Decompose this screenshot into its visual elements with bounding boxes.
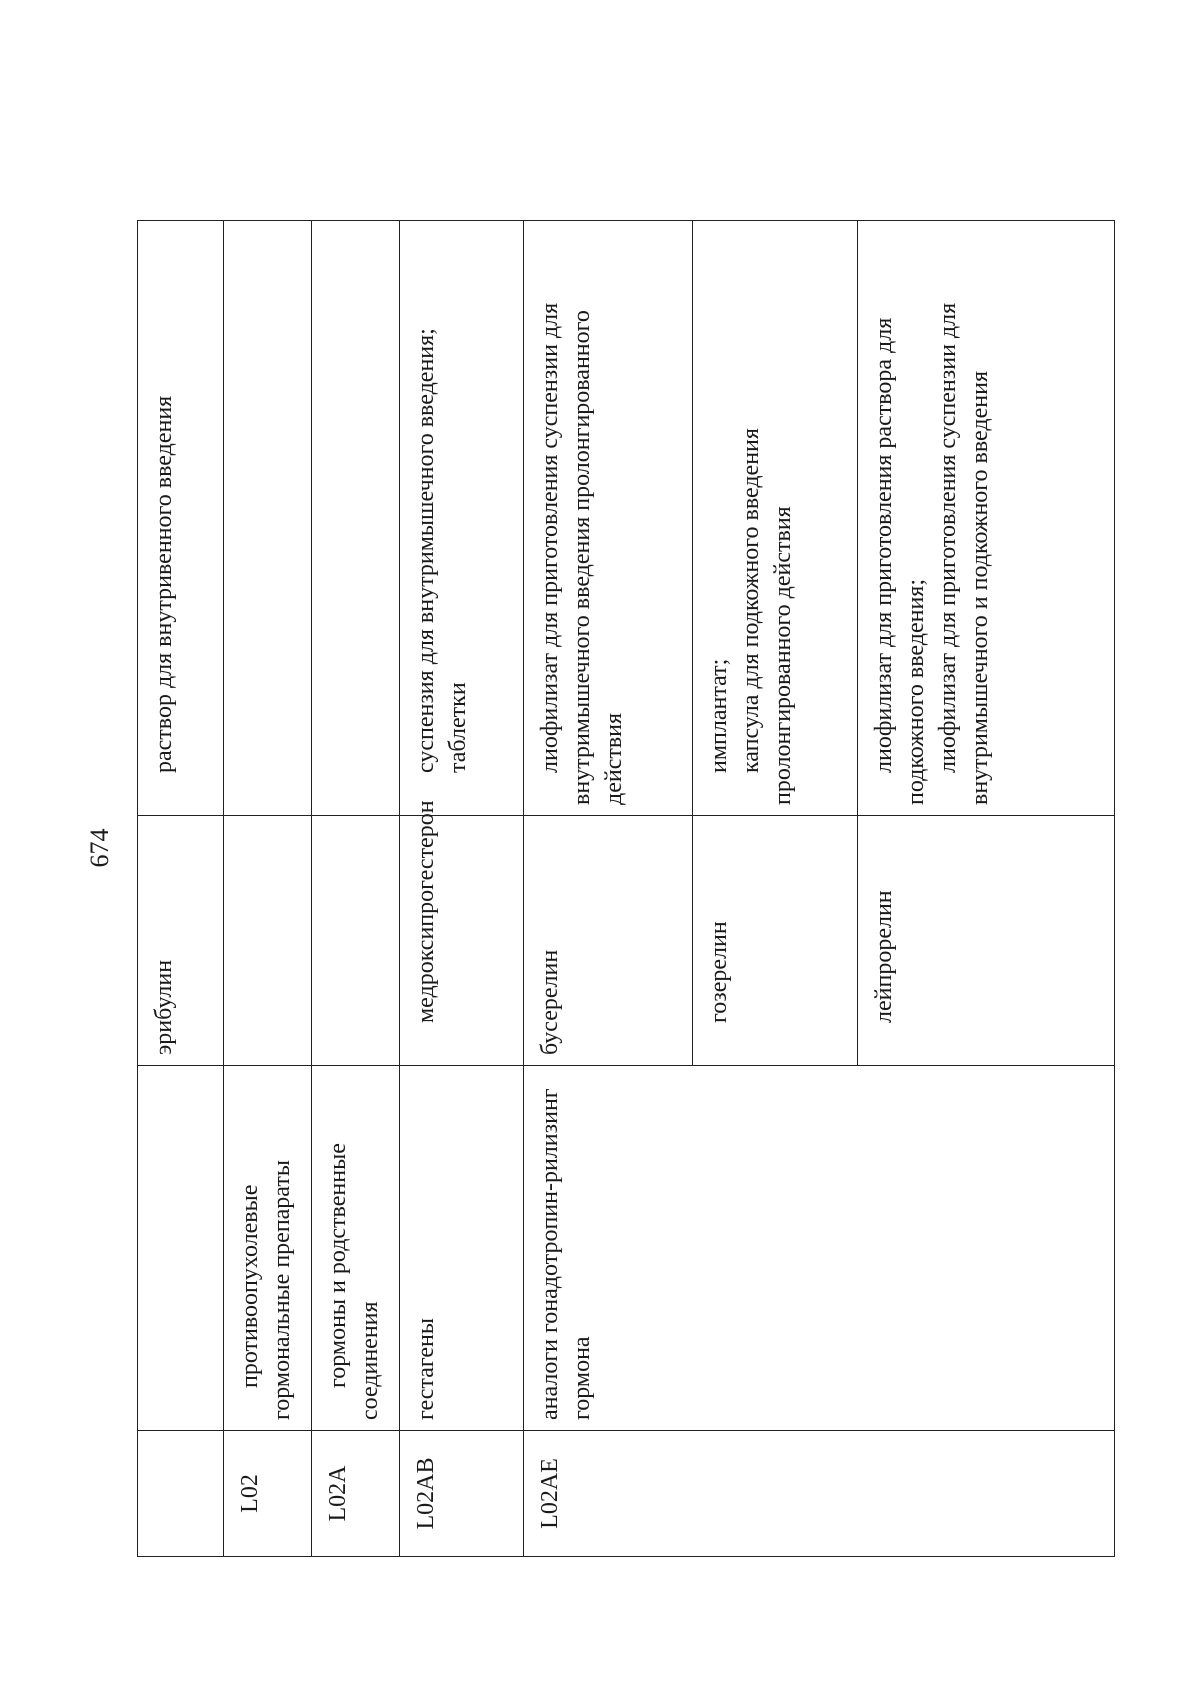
dosage-form: лиофилизат для приготовления раствора для подкожного введения; [871,317,929,805]
table-row [138,221,224,1557]
table-row [524,221,693,1557]
dosage-form: раствор для внутривенного введения [151,395,177,773]
drug-table [137,220,1115,1557]
drug-name-cell: эрибулин [138,816,224,1066]
dosage-forms-cell [524,221,693,816]
drug-name-cell: гозерелин [693,816,858,1066]
dosage-forms-cell [858,221,1115,816]
dosage-forms-cell [312,221,400,816]
drug-name-cell: бусерелин [524,816,693,1066]
dosage-form: лиофилизат для приготовления суспензии для внутримышечного и подкожного введения [935,302,993,805]
dosage-forms-cell [693,221,858,816]
dosage-form: лиофилизат для приготовления суспензии для внутримышечного введения пролонгированного действия [537,302,627,805]
dosage-form: капсула для подкожного введения пролонгированного действия [738,428,796,805]
group-cell: противоопухолевые гормональные препараты [224,1066,312,1431]
dosage-form: таблетки [445,682,471,773]
group-cell: аналоги гонадотропин-рилизинг гормона [524,1066,1115,1431]
group-cell: гормоны и родственные соединения [312,1066,400,1431]
table-row [312,221,400,1557]
atc-code-cell [138,1431,224,1557]
atc-code-cell: L02A [312,1431,400,1557]
dosage-form: имплантат; [706,658,732,773]
rotated-table-wrapper [137,221,1115,1557]
atc-code-cell: L02AB [400,1431,524,1557]
table-row [400,221,524,1557]
atc-code-cell: L02 [224,1431,312,1557]
page-number: 674 [85,828,114,868]
drug-name-cell [224,816,312,1066]
dosage-forms-cell [400,221,524,816]
table-row [224,221,312,1557]
group-cell: гестагены [400,1066,524,1431]
dosage-forms-cell [138,221,224,816]
dosage-form: суспензия для внутримышечного введения; [413,328,439,773]
atc-code-cell: L02AE [524,1431,1115,1557]
drug-name-cell: медроксипрогестерон [400,816,524,1066]
drug-name-cell [312,816,400,1066]
drug-name-cell: лейпрорелин [858,816,1115,1066]
group-cell [138,1066,224,1431]
dosage-forms-cell [224,221,312,816]
